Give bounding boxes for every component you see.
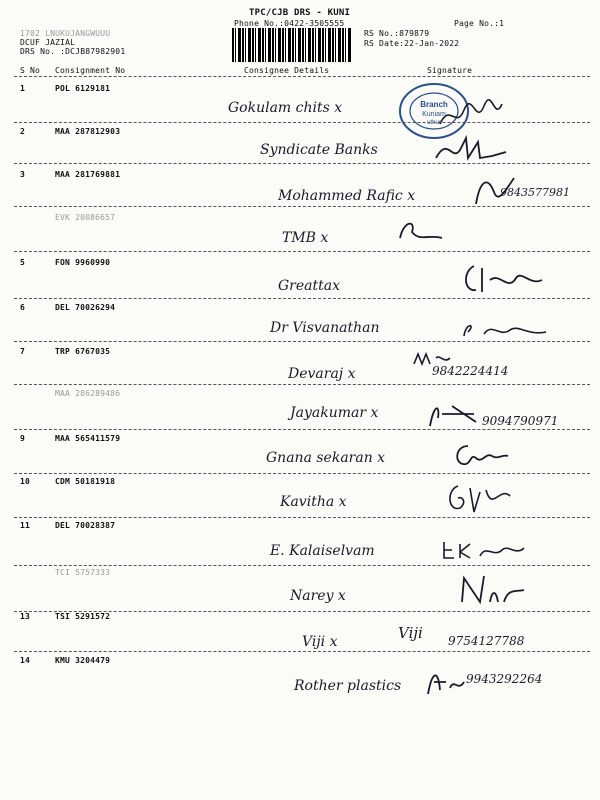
col-header-consignee: Consignee Details — [244, 66, 330, 75]
row-12-signature — [456, 572, 528, 610]
row-8-consignment: MAA 286289486 — [55, 389, 121, 398]
col-header-consignment: Consignment No — [55, 66, 126, 75]
row-10-consignee: Kavitha x — [280, 494, 347, 510]
row-4-signature — [396, 216, 446, 246]
row-13-signature: Viji — [398, 624, 423, 642]
row-11-consignee: E. Kalaiselvam — [270, 543, 375, 559]
row-14-sno: 14 — [20, 656, 31, 665]
branch-title: TPC/CJB DRS - KUNI — [249, 8, 351, 18]
row-7-consignee: Devaraj x — [288, 366, 356, 382]
row-4-consignee: TMB x — [282, 230, 329, 246]
row-8-consignee: Jayakumar x — [290, 405, 379, 421]
row-1-consignee: Gokulam chits x — [228, 100, 343, 116]
row-7-rule — [14, 384, 590, 385]
row-3-phone: 9843577981 — [500, 186, 570, 199]
svg-text:Kuniam: Kuniam — [422, 111, 446, 118]
row-3-sno: 3 — [20, 170, 26, 179]
svg-text:Branch: Branch — [420, 100, 448, 109]
row-5-signature — [460, 262, 546, 298]
rs-date: RS Date:22-Jan-2022 — [364, 39, 460, 48]
row-7-sno: 7 — [20, 347, 26, 356]
col-header-sno: S No — [20, 66, 41, 75]
row-2-sno: 2 — [20, 127, 26, 136]
row-10-sno: 10 — [20, 477, 31, 486]
row-10-signature — [444, 482, 514, 518]
row-11-sno: 11 — [20, 521, 31, 530]
row-1-consignment: POL 6129181 — [55, 84, 111, 93]
row-6-rule — [14, 341, 590, 342]
row-9-rule — [14, 473, 590, 474]
phone-number: Phone No.:0422-3505555 — [234, 19, 345, 28]
row-2-signature — [430, 132, 510, 166]
row-12-consignee: Narey x — [290, 588, 346, 604]
row-11-rule — [14, 565, 590, 566]
faded-header-line-1: 1702 LNUKUJANGWUUU — [20, 29, 111, 38]
row-6-consignment: DEL 70026294 — [55, 303, 116, 312]
row-8-signature — [424, 400, 480, 430]
row-1-rule — [14, 122, 590, 123]
row-3-consignment: MAA 281769881 — [55, 170, 121, 179]
row-5-sno: 5 — [20, 258, 26, 267]
row-5-consignment: FON 9960990 — [55, 258, 111, 267]
row-4-rule — [14, 251, 590, 252]
rs-number: RS No.:879879 — [364, 29, 430, 38]
row-13-phone: 9754127788 — [448, 634, 525, 648]
row-4-consignment: EVK 20086657 — [55, 213, 116, 222]
row-6-sno: 6 — [20, 303, 26, 312]
row-9-signature — [452, 440, 512, 470]
row-6-consignee: Dr Visvanathan — [270, 320, 380, 336]
row-5-rule — [14, 298, 590, 299]
row-14-signature — [424, 664, 468, 698]
row-14-consignee: Rother plastics — [294, 678, 402, 694]
drs-number: DRS No. :DCJB87982901 — [20, 47, 126, 56]
row-1-sno: 1 — [20, 84, 26, 93]
row-2-rule — [14, 163, 590, 164]
row-2-consignment: MAA 287812903 — [55, 127, 121, 136]
page-number: Page No.:1 — [454, 19, 505, 28]
row-13-sno: 13 — [20, 612, 31, 621]
row-9-sno: 9 — [20, 434, 26, 443]
header-rule — [14, 76, 590, 77]
barcode — [232, 28, 352, 62]
faded-header-line-2: DCUF JAZIAL — [20, 38, 76, 47]
row-11-signature — [440, 536, 526, 562]
svg-text:uthur: uthur — [427, 120, 441, 126]
row-13-consignee: Viji x — [302, 634, 338, 650]
row-7-consignment: TRP 6767035 — [55, 347, 111, 356]
row-13-rule — [14, 651, 590, 652]
row-8-phone: 9094790971 — [482, 414, 559, 428]
row-14-phone: 9943292264 — [466, 672, 543, 686]
row-8-rule — [14, 429, 590, 430]
row-10-consignment: CDM 50181918 — [55, 477, 116, 486]
row-12-consignment: TCI 5757333 — [55, 568, 111, 577]
row-3-consignee: Mohammed Rafic x — [278, 188, 416, 204]
row-5-consignee: Greattax — [278, 278, 341, 294]
row-7-phone: 9842224414 — [432, 364, 509, 378]
row-3-rule — [14, 206, 590, 207]
row-9-consignee: Gnana sekaran x — [266, 450, 386, 466]
col-header-signature: Signature — [427, 66, 473, 75]
row-2-consignee: Syndicate Banks — [260, 142, 378, 158]
row-10-rule — [14, 517, 590, 518]
row-9-consignment: MAA 565411579 — [55, 434, 121, 443]
row-1-signature — [436, 96, 506, 136]
row-13-consignment: TSI 5291572 — [55, 612, 111, 621]
row-14-consignment: KMU 3204479 — [55, 656, 111, 665]
row-11-consignment: DEL 70028387 — [55, 521, 116, 530]
